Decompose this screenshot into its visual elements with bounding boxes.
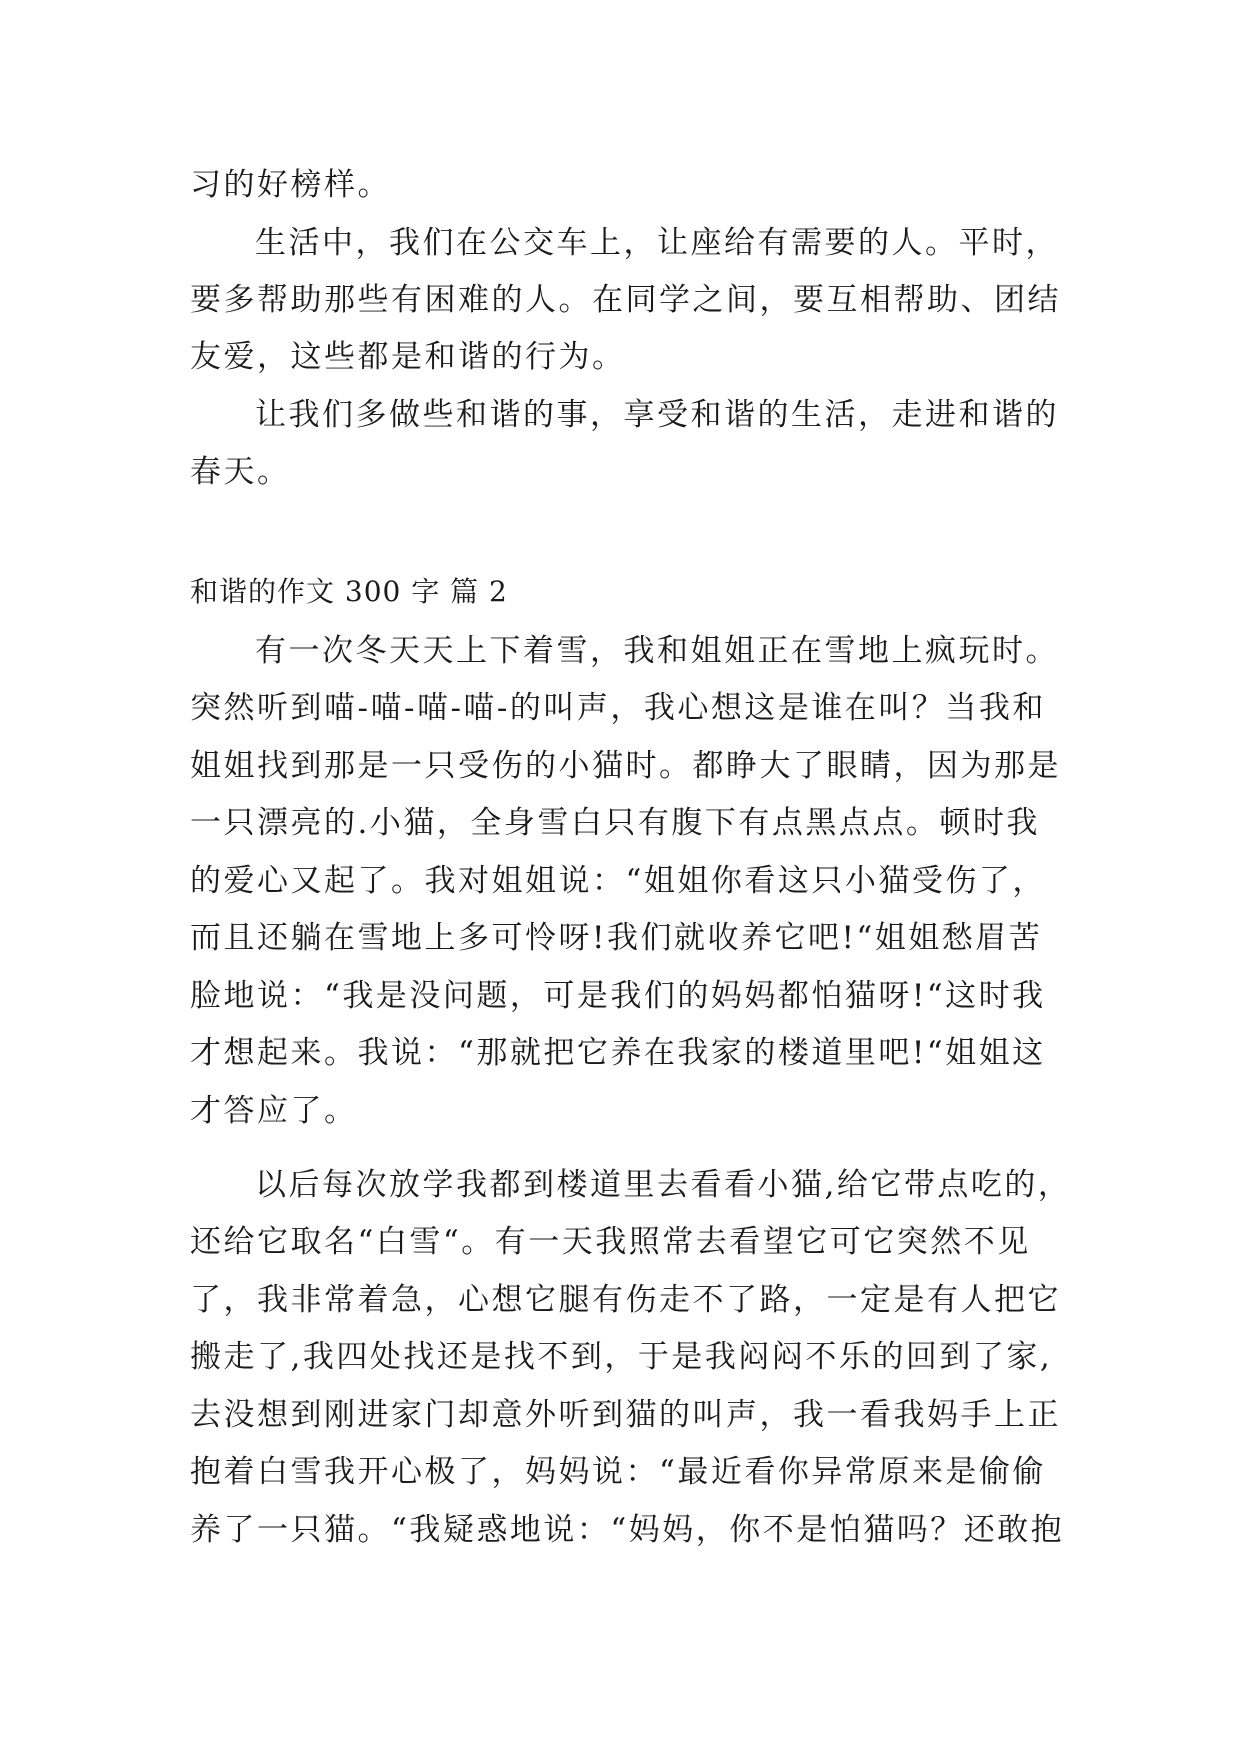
paragraph-line: 以后每次放学我都到楼道里去看看小猫,给它带点吃的， bbox=[255, 1167, 1072, 1203]
paragraph-line: 还给它取名“白雪“。有一天我照常去看望它可它突然不见 bbox=[190, 1224, 1031, 1260]
paragraph-line: 要多帮助那些有困难的人。在同学之间，要互相帮助、团结 bbox=[190, 282, 1061, 318]
paragraph-line: 习的好榜样。 bbox=[190, 167, 391, 203]
paragraph-line: 而且还躺在雪地上多可怜呀!我们就收养它吧!“姐姐愁眉苦 bbox=[190, 920, 1043, 956]
paragraph-line: 春天。 bbox=[190, 454, 291, 490]
paragraph-line: 抱着白雪我开心极了，妈妈说：“最近看你异常原来是偷偷 bbox=[190, 1454, 1046, 1490]
paragraph-line: 的爱心又起了。我对姐姐说：“姐姐你看这只小猫受伤了， bbox=[190, 863, 1046, 899]
paragraph-line: 养了一只猫。“我疑惑地说：“妈妈，你不是怕猫吗？还敢抱 bbox=[190, 1512, 1065, 1548]
paragraph-line: 搬走了,我四处找还是找不到，于是我闷闷不乐的回到了家, bbox=[190, 1339, 1053, 1375]
paragraph-line: 去没想到刚进家门却意外听到猫的叫声，我一看我妈手上正 bbox=[190, 1397, 1061, 1433]
paragraph-line: 脸地说：“我是没问题，可是我们的妈妈都怕猫呀!“这时我 bbox=[190, 978, 1046, 1014]
paragraph-line: 让我们多做些和谐的事，享受和谐的生活，走进和谐的 bbox=[255, 397, 1059, 433]
paragraph-line: 生活中，我们在公交车上，让座给有需要的人。平时， bbox=[255, 225, 1059, 261]
paragraph-line: 才答应了。 bbox=[190, 1093, 358, 1129]
paragraph-line: 姐姐找到那是一只受伤的小猫时。都睁大了眼睛，因为那是 bbox=[190, 748, 1061, 784]
paragraph-line: 友爱，这些都是和谐的行为。 bbox=[190, 339, 626, 375]
paragraph-line: 一只漂亮的.小猫，全身雪白只有腹下有点黑点点。顿时我 bbox=[190, 805, 1040, 841]
paragraph-line: 才想起来。我说：“那就把它养在我家的楼道里吧!“姐姐这 bbox=[190, 1035, 1046, 1071]
paragraph-line: 突然听到喵-喵-喵-喵-的叫声，我心想这是谁在叫？当我和 bbox=[190, 690, 1046, 726]
section-title: 和谐的作文 300 字 篇 2 bbox=[190, 575, 508, 608]
paragraph-line: 有一次冬天天上下着雪，我和姐姐正在雪地上疯玩时。 bbox=[255, 633, 1059, 669]
paragraph-line: 了，我非常着急，心想它腿有伤走不了路，一定是有人把它 bbox=[190, 1282, 1061, 1318]
